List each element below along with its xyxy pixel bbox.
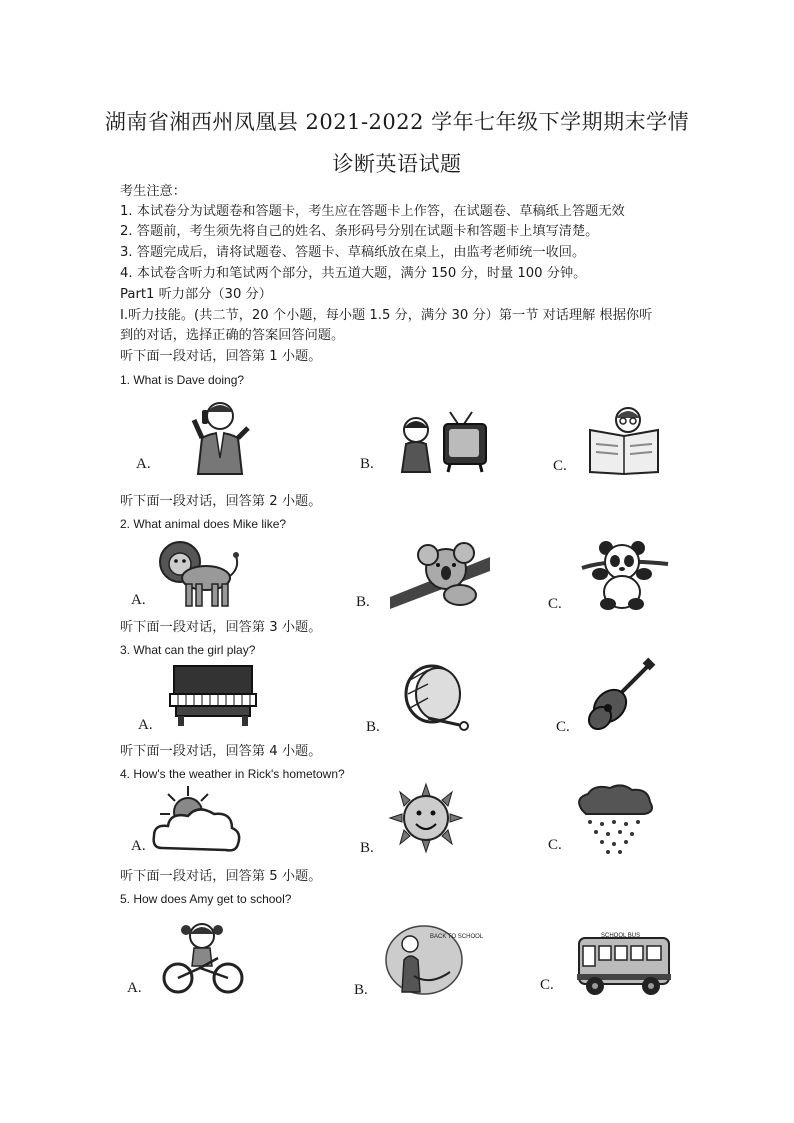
panda-picture — [582, 540, 668, 610]
girl-riding-bike-picture — [162, 920, 244, 994]
notice-4: 4. 本试卷含听力和笔试两个部分，共五道大题，满分 150 分，时量 100 分钟。 — [120, 266, 587, 281]
piano-picture — [168, 664, 258, 726]
q2-text: 2. What animal does Mike like? — [120, 517, 287, 531]
q3-text: 3. What can the girl play? — [120, 643, 256, 657]
exam-title-line2: 诊断英语试题 — [332, 152, 462, 176]
notice-3: 3. 答题完成后，请将试题卷、答题卡、草稿纸放在桌上，由监考老师统一收回。 — [120, 245, 586, 260]
q4-option-a-label: A. — [131, 838, 146, 854]
q2-intro: 听下面一段对话，回答第 2 小题。 — [120, 494, 322, 509]
koala-picture — [390, 537, 490, 609]
q1-option-b-label: B. — [360, 456, 374, 472]
q2-option-c-label: C. — [548, 596, 562, 612]
bus-caption: SCHOOL BUS — [601, 933, 641, 939]
q2-option-a-label: A. — [131, 592, 146, 608]
notice-2: 2. 答题前，考生须先将自己的姓名、条形码号分别在试题卡和答题卡上填写清楚。 — [120, 224, 599, 239]
q3-option-b-label: B. — [366, 719, 380, 735]
q5-option-b-label: B. — [354, 982, 368, 998]
q4-option-c-label: C. — [548, 837, 562, 853]
lion-picture — [158, 538, 242, 608]
section1-instructions: I.听力技能。(共二节，20 个小题，每小题 1.5 分，满分 30 分）第一节 对话理解 根据你听 — [120, 308, 653, 323]
q3-intro: 听下面一段对话，回答第 3 小题。 — [120, 620, 322, 635]
q3-option-c-label: C. — [556, 719, 570, 735]
q4-option-b-label: B. — [360, 840, 374, 856]
rain-cloud-picture — [574, 784, 656, 856]
book-caption: BACK TO SCHOOL — [430, 934, 484, 940]
man-reading-newspaper-picture — [588, 406, 660, 474]
back-to-school-picture — [384, 920, 484, 996]
q3-option-a-label: A. — [138, 717, 153, 733]
q1-text: 1. What is Dave doing? — [120, 373, 245, 387]
q1-intro: 听下面一段对话，回答第 1 小题。 — [120, 349, 322, 364]
section1-instructions-cont: 到的对话，选择正确的答案回答问题。 — [120, 328, 345, 343]
q5-intro: 听下面一段对话，回答第 5 小题。 — [120, 869, 322, 884]
q1-option-a-label: A. — [136, 456, 151, 472]
q5-option-c-label: C. — [540, 977, 554, 993]
drum-picture — [398, 660, 470, 732]
exam-title-line1: 湖南省湘西州凤凰县 2021-2022 学年七年级下学期期末学情 — [104, 110, 690, 134]
q5-option-a-label: A. — [127, 980, 142, 996]
q1-option-c-label: C. — [553, 458, 567, 474]
sun-behind-cloud-picture — [148, 784, 244, 856]
man-on-phone-picture — [180, 398, 260, 474]
notice-1: 1. 本试卷分为试题卷和答题卡，考生应在答题卡上作答，在试题卷、草稿纸上答题无效 — [120, 204, 625, 219]
notice-heading: 考生注意： — [120, 184, 186, 199]
q4-text: 4. How's the weather in Rick's hometown? — [120, 767, 345, 781]
part1-heading: Part1 听力部分（30 分） — [120, 287, 272, 302]
q2-option-b-label: B. — [356, 594, 370, 610]
q4-intro: 听下面一段对话，回答第 4 小题。 — [120, 744, 322, 759]
q5-text: 5. How does Amy get to school? — [120, 892, 292, 906]
smiling-sun-picture — [390, 784, 462, 852]
boy-watching-tv-picture — [398, 412, 494, 472]
guitar-picture — [584, 660, 656, 732]
school-bus-picture — [575, 930, 673, 998]
